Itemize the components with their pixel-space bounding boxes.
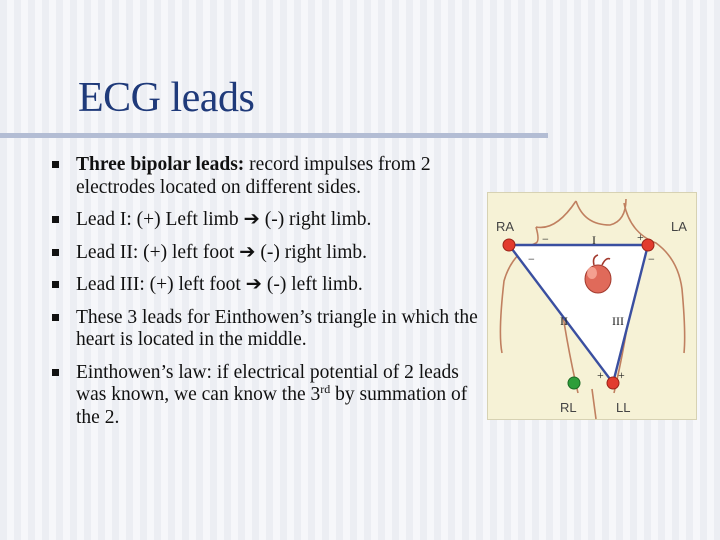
arrow-icon: ➔: [239, 241, 256, 263]
sign-lead-iii-plus: +: [618, 368, 625, 382]
bullet-marker: [52, 314, 59, 321]
electrode-rl: [568, 377, 580, 389]
label-lead-iii: III: [612, 314, 624, 328]
arrow-icon: ➔: [243, 209, 260, 230]
torso-shoulder-left: [536, 201, 576, 227]
label-lead-ii: II: [560, 314, 568, 328]
title-divider: [0, 133, 548, 138]
torso-neckline: [576, 199, 626, 225]
bullet-text: (-) right limb.: [255, 241, 368, 263]
bullet-text: by summation of the 2.: [76, 384, 468, 428]
bullet-text: Lead II: (+) left foot: [76, 241, 240, 263]
electrode-la: [642, 239, 654, 251]
bullet-marker: [52, 281, 59, 288]
arrow-icon: ➔: [245, 274, 262, 295]
bullet-item: [48, 362, 482, 430]
bullet-text: Einthowen’s law: if electrical potential of 2 leads was known, we can know the 3: [76, 361, 459, 405]
label-lead-i: I: [592, 233, 596, 247]
bullet-list: [48, 154, 482, 439]
label-rl: RL: [560, 400, 577, 415]
slide-title: ECG leads: [78, 75, 255, 121]
bullet-item: [48, 307, 482, 352]
bullet-marker: [52, 369, 59, 376]
bullet-text: (-) left limb.: [261, 274, 363, 295]
superscript-text: rd: [320, 382, 331, 396]
sign-lead-ii-minus: −: [528, 252, 535, 266]
bullet-marker: [52, 161, 59, 168]
einthoven-triangle-figure: [487, 192, 697, 420]
einthoven-triangle-svg: [488, 193, 698, 421]
sign-lead-i-minus: −: [542, 232, 549, 246]
bullet-text: Lead III: (+) left foot: [76, 274, 246, 295]
bullet-marker: [52, 216, 59, 223]
torso-crotch: [592, 389, 596, 419]
bullet-text: record impulses from 2 electrodes located on different sides.: [76, 154, 431, 198]
bullet-text: Lead I: (+) Left limb: [76, 209, 244, 230]
bullet-bold-text: Three bipolar leads:: [76, 154, 245, 175]
bullet-item: [48, 274, 482, 297]
bullet-item: [48, 242, 482, 265]
label-ra: RA: [496, 219, 515, 234]
sign-lead-i-plus: +: [637, 230, 644, 244]
label-la: LA: [671, 219, 687, 234]
bullet-marker: [52, 249, 59, 256]
bullet-text: (-) right limb.: [259, 209, 372, 230]
sign-lead-iii-minus: −: [648, 252, 655, 266]
sign-lead-ii-plus: +: [597, 368, 604, 382]
electrode-ra: [503, 239, 515, 251]
bullet-text: These 3 leads for Einthowen’s triangle in which the heart is located in the middle.: [76, 306, 478, 350]
label-ll: LL: [616, 400, 631, 415]
bullet-item: [48, 154, 482, 199]
bullet-item: [48, 209, 482, 232]
